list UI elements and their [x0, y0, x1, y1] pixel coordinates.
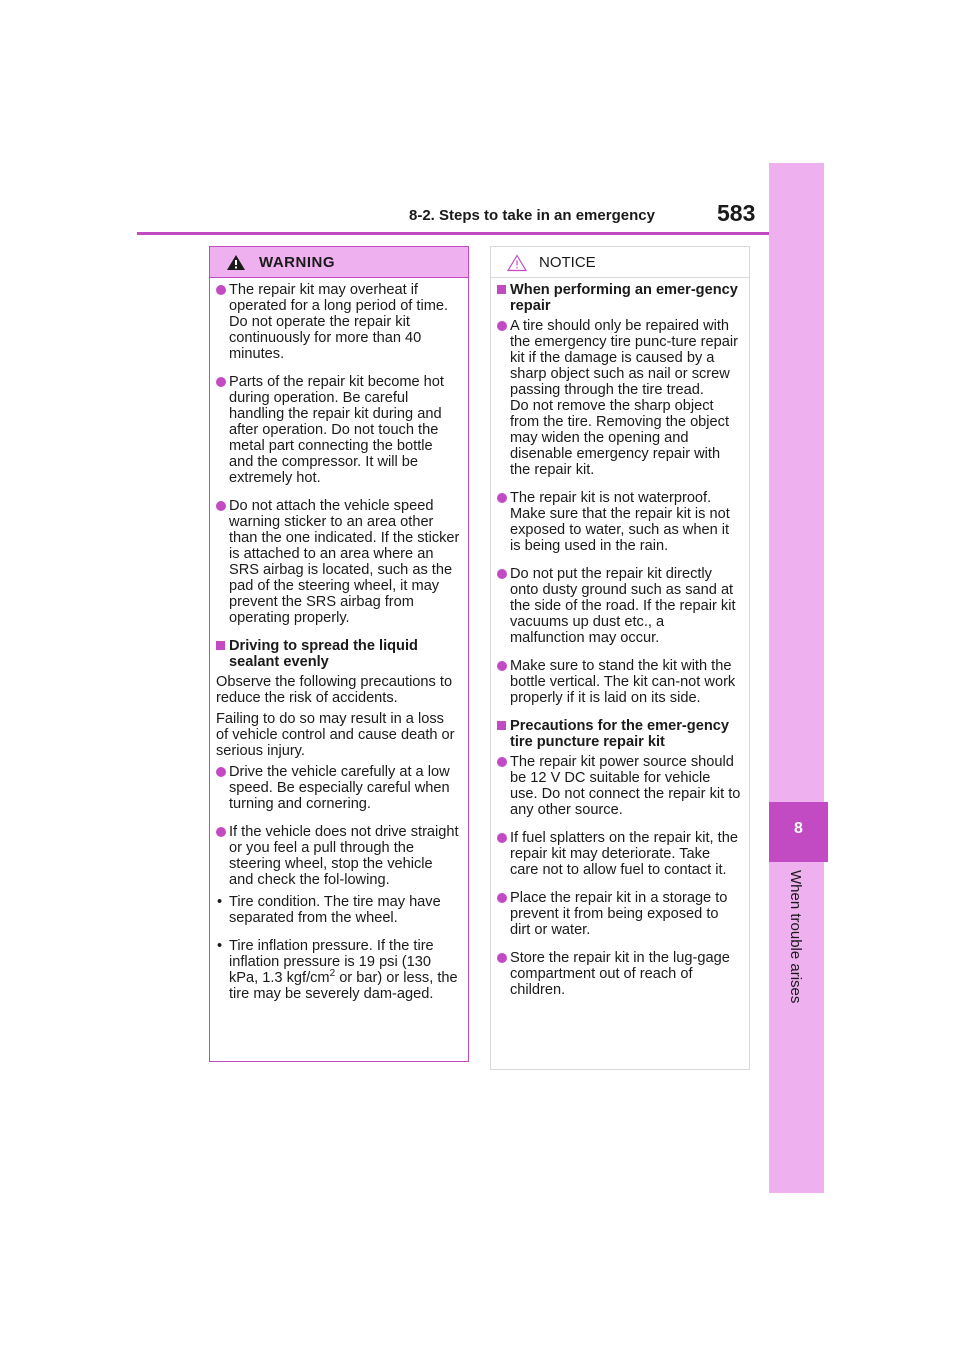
superscript: 2	[329, 968, 336, 980]
warning-content	[210, 278, 468, 1002]
chapter-label-wrap	[787, 870, 807, 1030]
warning-box	[209, 246, 469, 1062]
list-item: The repair kit may overheat if operated for a long period of time. Do not operate the repair kit continuously for more than 40 minutes.	[216, 282, 460, 362]
notice-triangle-icon	[507, 254, 527, 272]
list-item: Place the repair kit in a storage to prevent it from being exposed to dirt or water.	[497, 890, 741, 938]
paragraph: Observe the following precautions to reduce the risk of accidents.	[216, 674, 453, 706]
list-item-text: A tire should only be repaired with the emergency tire punc-ture repair kit if the damage is caused by a sharp object such as nail or screw passing through the tire tread.	[510, 318, 738, 398]
list-item: Do not attach the vehicle speed warning sticker to an area other than the one indicated. If the sticker is attached to an area where an SRS airbag is located, such as the pad of the steering wheel, it may prevent the SRS airbag from operating properly.	[216, 498, 460, 626]
sub-list-item	[216, 938, 460, 1002]
paragraph: Failing to do so may result in a loss of vehicle control and cause death or serious injury.	[216, 711, 455, 759]
sub-list-item: • Tire condition. The tire may have separated from the wheel.	[216, 894, 460, 926]
section-title: 8-2. Steps to take in an emergency	[409, 207, 655, 224]
notice-content	[491, 278, 749, 998]
notice-header	[491, 247, 749, 278]
chapter-sidebar	[769, 163, 824, 1193]
list-item: The repair kit power source should be 12 V DC suitable for vehicle use. Do not connect the repair kit to any other source.	[497, 754, 741, 818]
chapter-label: When trouble arises	[787, 870, 804, 1004]
list-item	[497, 318, 741, 478]
list-item: Parts of the repair kit become hot during operation. Be careful handling the repair kit during and after operation. Do not touch the metal part connecting the bottle and the compressor. It will be extremely hot.	[216, 374, 460, 486]
warning-header	[210, 247, 468, 278]
warning-triangle-icon	[226, 254, 246, 271]
notice-box	[490, 246, 750, 1070]
list-item: Store the repair kit in the lug-gage compartment out of reach of children.	[497, 950, 741, 998]
list-item: Do not put the repair kit directly onto dusty ground such as sand at the side of the road. If the repair kit vacuums up dust etc., a malfunction may occur.	[497, 566, 741, 646]
pressure-text: Tire inflation pressure. If the tire inflation pressure is 19 psi (130 kPa, 1.3 kgf/cm	[229, 938, 434, 986]
list-item: If the vehicle does not drive straight or you feel a pull through the steering wheel, stop the vehicle and check the fol-lowing.	[216, 824, 460, 888]
notice-subheading: When performing an emer-gency repair	[497, 282, 741, 314]
list-item: If fuel splatters on the repair kit, the repair kit may deteriorate. Take care not to allow fuel to contact it.	[497, 830, 741, 878]
list-item: Drive the vehicle carefully at a low speed. Be especially careful when turning and cornering.	[216, 764, 460, 812]
notice-title: NOTICE	[539, 254, 596, 271]
chapter-number: 8	[794, 820, 803, 837]
notice-subheading: Precautions for the emer-gency tire puncture repair kit	[497, 718, 741, 750]
list-item: The repair kit is not waterproof. Make sure that the repair kit is not exposed to water, such as when it is being used in the rain.	[497, 490, 741, 554]
warning-title: WARNING	[259, 254, 335, 271]
warning-subheading: Driving to spread the liquid sealant evenly	[216, 638, 460, 670]
page-number: 583	[717, 200, 756, 226]
pressure-text-end: or bar) or less, the tire may be severely dam-aged.	[229, 970, 458, 1002]
list-item-text: Do not remove the sharp object from the tire. Removing the object may widen the opening and disenable emergency repair with the repair kit.	[510, 398, 730, 478]
list-item: Make sure to stand the kit with the bottle vertical. The kit can-not work properly if it is laid on its side.	[497, 658, 741, 706]
header-rule	[137, 232, 769, 235]
